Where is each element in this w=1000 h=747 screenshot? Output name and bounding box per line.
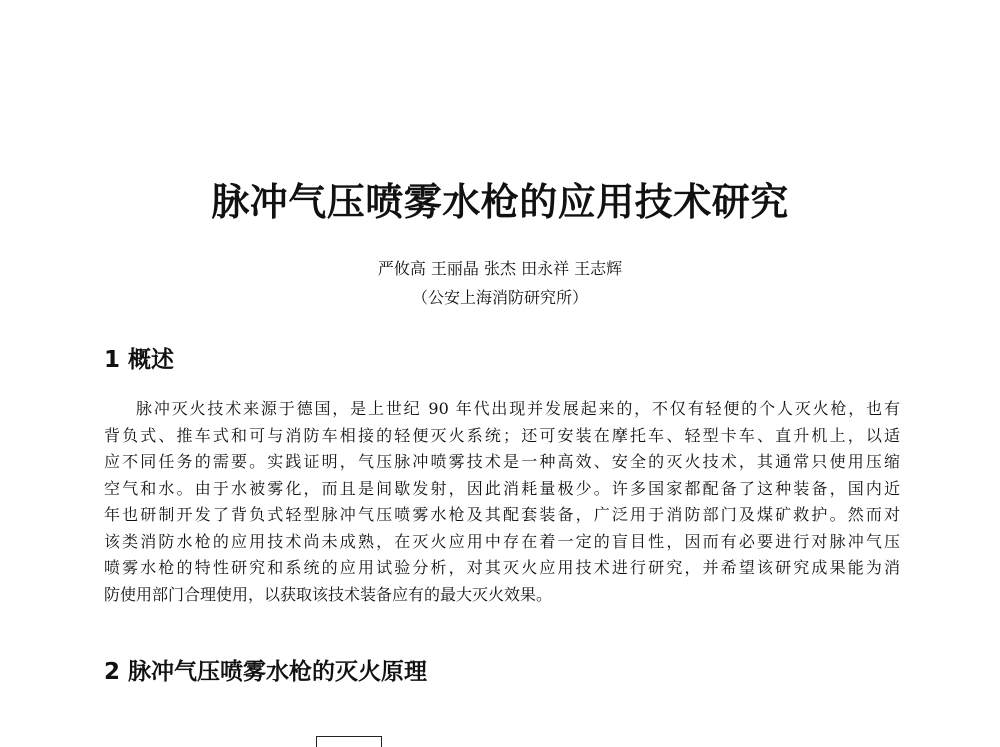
paragraph-line: 该类消防水枪的应用技术尚未成熟，在灭火应用中存在着一定的盲目性，因而有必要进行对脉冲气压 <box>104 531 900 551</box>
paper-title: 脉冲气压喷雾水枪的应用技术研究 <box>211 179 789 224</box>
paragraph-line: 背负式、推车式和可与消防车相接的轻便灭火系统；还可安装在摩托车、轻型卡车、直升机上，以适 <box>104 425 900 445</box>
affiliation: （公安上海消防研究所） <box>411 288 588 307</box>
paragraph-line: 喷雾水枪的特性研究和系统的应用试验分析，对其灭火应用技术进行研究，并希望该研究成果能为消 <box>104 558 900 577</box>
section-heading-principle: 2 脉冲气压喷雾水枪的灭火原理 <box>104 659 428 685</box>
figure-frame <box>316 736 382 747</box>
section-heading-overview: 1 概述 <box>104 347 175 373</box>
paragraph-line: 防使用部门合理使用，以获取该技术装备应有的最大灭火效果。 <box>104 584 553 604</box>
paragraph-line: 应不同任务的需要。实践证明，气压脉冲喷雾技术是一种高效、安全的灭火技术，其通常只使用压缩 <box>104 452 900 471</box>
paragraph-line: 年也研制开发了背负式轻型脉冲气压喷雾水枪及其配套装备，广泛用于消防部门及煤矿救护。然而对 <box>104 505 900 524</box>
overview-paragraph <box>104 396 900 608</box>
paragraph-line: 空气和水。由于水被雾化，而且是间歇发射，因此消耗量极少。许多国家都配备了这种装备，国内近 <box>104 478 900 498</box>
paragraph-line: 脉冲灭火技术来源于德国，是上世纪 90 年代出现并发展起来的，不仅有轻便的个人灭火枪，也有 <box>136 399 900 418</box>
author-list: 严攸高 王丽晶 张杰 田永祥 王志辉 <box>377 259 623 278</box>
